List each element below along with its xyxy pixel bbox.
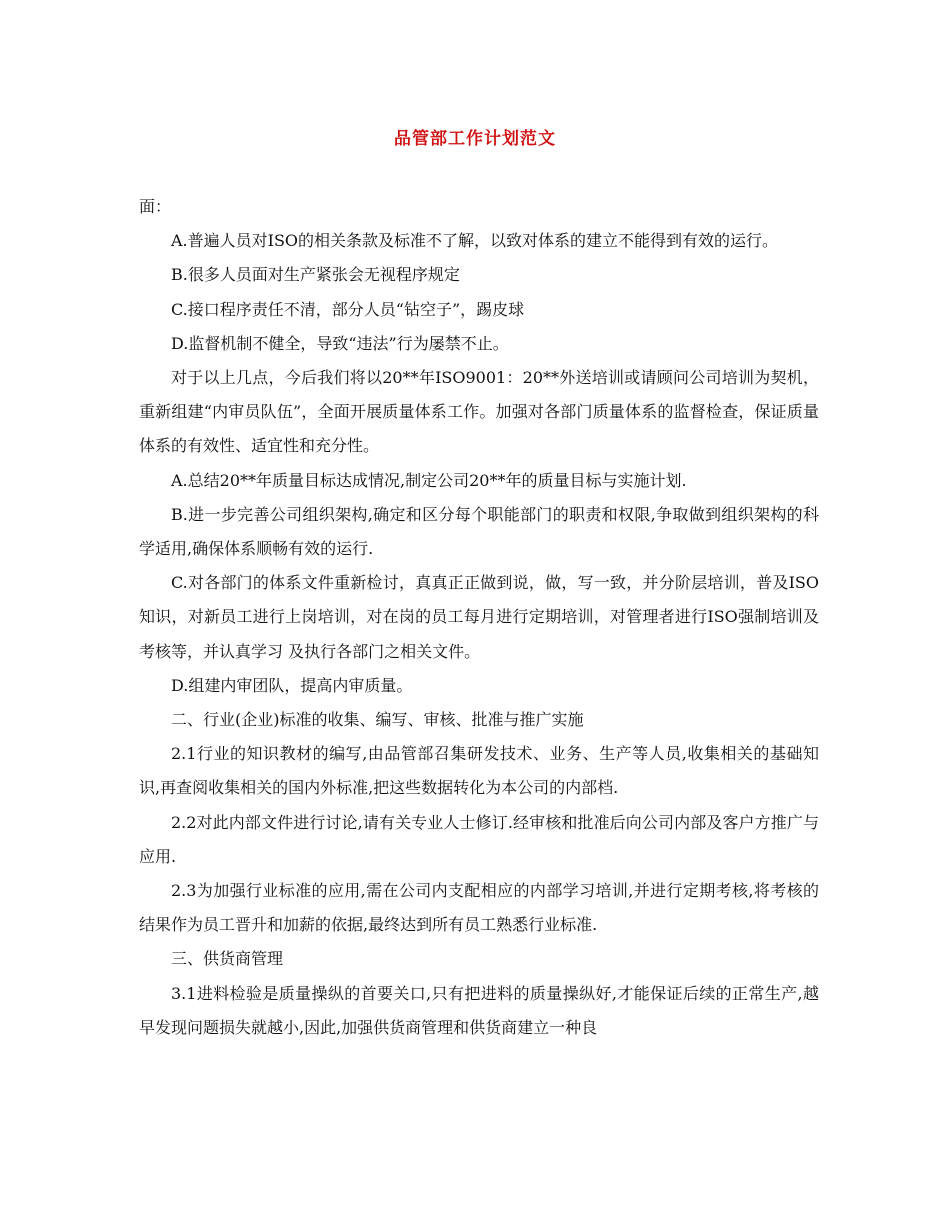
paragraph: D.监督机制不健全，导致“违法”行为屡禁不止。 [171,333,509,353]
paragraph: 对于以上几点，今后我们将以20**年ISO9001：20**外送培训或请顾问公司培训为契机，重新组建“内审员队伍”，全面开展质量体系工作。加强对各部门质量体系的监督检查，保证质量体系的有效性、适宜性和充分性。 [139,368,819,456]
paragraph: B.进一步完善公司组织架构,确定和区分每个职能部门的职责和权限,争取做到组织架构的科 学适用,确保体系顺畅有效的运行. [139,504,819,559]
paragraph: A.普遍人员对ISO的相关条款及标准不了解，以致对体系的建立不能得到有效的运行。 [171,231,779,251]
paragraph: 3.1进料检验是质量操纵的首要关口,只有把进料的质量操纵好,才能保证后续的正常生产,越早发现问题损失就越小,因此,加强供货商管理和供货商建立一种良 [139,983,819,1037]
document-title: 品管部工作计划范文 [394,129,556,149]
paragraph: 二、行业(企业)标准的收集、编写、审核、批准与推广实施 [171,710,584,730]
paragraph: 三、供货商管理 [171,949,284,969]
paragraph: 2.3为加强行业标准的应用,需在公司内支配相应的内部学习培训,并进行定期考核,将考核的结果作为员工晋升和加薪的依据,最终达到所有员工熟悉行业标准. [139,881,819,935]
document-body [139,190,819,1045]
paragraph: 2.2对此内部文件进行讨论,请有关专业人士修订.经审核和批准后向公司内部及客户方推广与应用. [139,812,819,866]
paragraph: 面： [139,197,172,216]
paragraph: B.很多人员面对生产紧张会无视程序规定 [171,265,460,285]
paragraph: C.对各部门的体系文件重新检讨，真真正正做到说，做，写一致，并分阶层培训，普及ISO知识，对新员工进行上岗培训，对在岗的员工每月进行定期培训，对管理者进行ISO强制培训及考核等，并认真学习 及执行各部门之相关文件。 [139,573,819,661]
paragraph: 2.1行业的知识教材的编写,由品管部召集研发技术、业务、生产等人员,收集相关的基础知识,再查阅收集相关的国内外标准,把这些数据转化为本公司的内部档. [139,744,819,798]
paragraph: A.总结20**年质量目标达成情况,制定公司20**年的质量目标与实施计划. [171,470,687,490]
paragraph: C.接口程序责任不清，部分人员“钻空子”，踢皮球 [171,299,525,319]
paragraph: D.组建内审团队，提高内审质量。 [171,675,413,695]
